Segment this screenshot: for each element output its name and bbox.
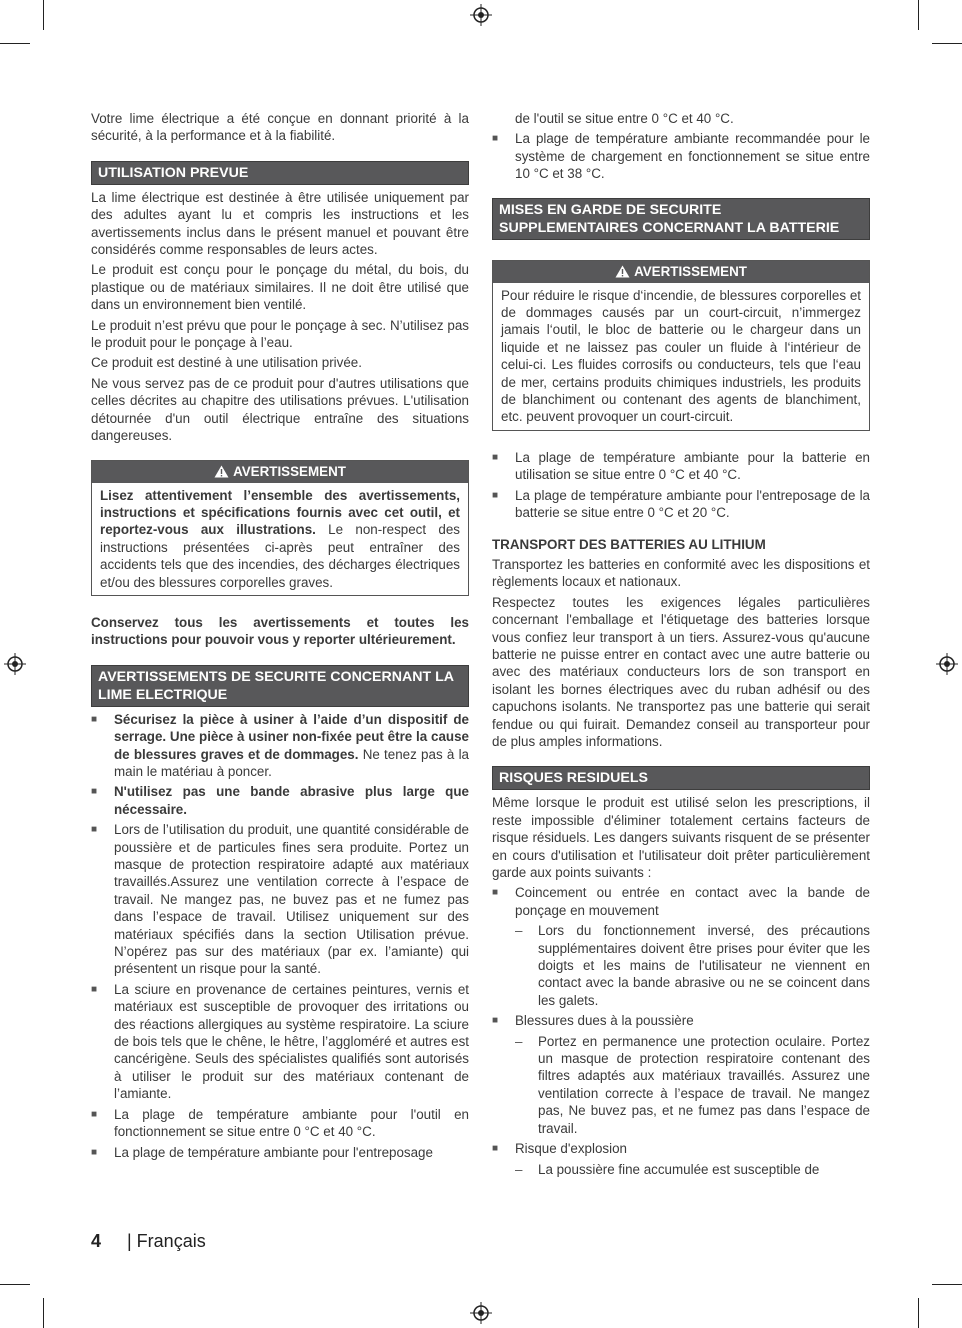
registration-mark-icon — [470, 4, 492, 26]
paragraph: Ce produit est destiné à une utilisation privée. — [91, 355, 362, 371]
warning-triangle-icon — [214, 465, 229, 478]
list-item-text: Blessures dues à la poussière — [515, 1013, 694, 1029]
square-bullet-icon: ■ — [91, 1146, 98, 1158]
crop-mark — [0, 1284, 30, 1285]
paragraph: La lime électrique est destinée à être utilisée uniquement par des adultes ayant lu et compris les instructions et les avertissements inclus dans le présent manuel et pouvant être considérés comme responsables de leurs actes. — [91, 189, 469, 258]
registration-mark-icon — [470, 1302, 492, 1324]
paragraph: Ne vous servez pas de ce produit pour d'autres utilisations que celles décrites au chapitre des utilisations prévues. L'utilisation détournée d'un outil électrique entraîne des situations dangereuses. — [91, 375, 469, 444]
list-item-text: La plage de température ambiante pour l'entreposage de la batterie se situe entre 0 °C et 20 °C. — [515, 487, 870, 521]
registration-mark-icon — [4, 653, 26, 675]
warning-body: Pour réduire le risque d‘incendie, de blessures corporelles et de dommages causés par un court-circuit, n’immergez jamais l‘outil, le bloc de batterie ou le chargeur dans un liquide et ne laissez pas couler un fluide à l‘intérieur de celui-ci. Les fluides corrosifs ou conducteurs, tels que l‘eau de mer, certains produits chimiques industriels, les produits de blanchiment ou contenant des agents de blanchiment, etc. peuvent provoquer un court-circuit. — [501, 287, 861, 425]
square-bullet-icon: ■ — [91, 786, 98, 798]
warning-title-text: AVERTISSEMENT — [233, 463, 346, 479]
page-number: 4 — [91, 1231, 102, 1251]
warning-box — [492, 260, 870, 431]
section-header-risks: RISQUES RESIDUELS — [492, 766, 870, 790]
square-bullet-icon: ■ — [492, 451, 499, 463]
square-bullet-icon: ■ — [492, 1015, 499, 1027]
crop-mark — [918, 0, 919, 30]
dash-bullet-icon: – — [515, 1033, 523, 1049]
sub-list — [515, 922, 870, 1009]
sub-list-item — [515, 922, 870, 1009]
list-item-text: Risque d'explosion — [515, 1141, 627, 1157]
warning-triangle-icon — [615, 265, 630, 278]
list-item — [91, 981, 469, 1103]
warning-text: Le non-respect des instructions présentées ci-après peut entraîner des accidents tels que des incendies, des décharges électriques et/ou des blessures corporelles graves. — [100, 522, 460, 590]
list-item — [492, 487, 870, 522]
list-item-text: La plage de température ambiante pour l'outil en fonctionnement se situe entre 0 °C et 40 °C. — [114, 1106, 469, 1140]
warning-title — [493, 261, 869, 283]
square-bullet-icon: ■ — [492, 133, 499, 145]
list-item-text: Ne tenez pas à la main le matériau à poncer. — [114, 746, 469, 779]
paragraph: Le produit est conçu pour le ponçage du métal, du bois, du plastique ou de matériaux similaires. Il ne doit être utilisé que dans un environnement bien ventilé. — [91, 262, 469, 313]
sub-list-text: Lors du fonctionnement inversé, des précautions supplémentaires doivent être prises pour éviter que les doigts et les mains de l'utilisateur ne viennent en contact avec la bande abrasive ou ne se coincent dans les galets. — [538, 923, 870, 1008]
section-header-battery: MISES EN GARDE DE SECURITE SUPPLEMENTAIRES CONCERNANT LA BATTERIE — [492, 198, 870, 240]
battery-list — [492, 449, 870, 522]
list-item-text: Coincement ou entrée en contact avec la bande de ponçage en mouvement — [515, 885, 870, 918]
list-item-text: La plage de température ambiante pour la batterie en utilisation se situe entre 0 °C et 40 °C. — [515, 449, 870, 483]
list-item-bold: N'utilisez pas une bande abrasive plus large que nécessaire. — [114, 784, 469, 817]
warning-bold-text: Lisez attentivement l’ensemble des avertissements, instructions et spécifications fournis avec cet outil, et reportez-vous aux illustrations. — [100, 487, 460, 538]
list-item — [492, 1012, 870, 1137]
list-item — [91, 1106, 469, 1141]
list-item — [91, 1144, 469, 1161]
warning-body — [92, 483, 468, 595]
dash-bullet-icon: – — [515, 923, 523, 939]
sub-list — [515, 1033, 870, 1137]
square-bullet-icon: ■ — [492, 887, 499, 899]
list-item — [492, 884, 870, 1009]
paragraph: Respectez toutes les exigences légales particulières concernant l'emballage et l'étiquetage des batteries lorsque vous confiez leur transport à un tiers. Assurez-vous qu'aucune batterie ne puisse entrer en contact avec une autre batterie ou avec des matériaux conducteurs lors de son transport en isolant les bornes électriques avec du ruban adhésif ou des capuchons isolants. Ne transportez pas une batterie qui serait fendue ou qui fuirait. Demandez conseil au transporteur pour de plus amples informations. — [492, 594, 870, 749]
warning-title-text: AVERTISSEMENT — [634, 263, 747, 279]
list-item — [91, 783, 469, 818]
page-footer — [91, 1230, 206, 1252]
list-item — [492, 1140, 870, 1178]
square-bullet-icon: ■ — [91, 983, 98, 995]
sub-list-item — [515, 1033, 870, 1137]
list-item — [91, 711, 469, 781]
right-column — [492, 110, 870, 1181]
transport-title: TRANSPORT DES BATTERIES AU LITHIUM — [492, 536, 766, 552]
sub-list — [515, 1161, 870, 1178]
crop-mark — [918, 1298, 919, 1328]
crop-mark — [0, 43, 30, 44]
crop-mark — [43, 0, 44, 30]
warning-title — [92, 461, 468, 483]
list-item-text: Lors de l’utilisation du produit, une quantité considérable de poussière et de particules fines sera produite. Portez un masque de protection respiratoire adapté aux matériaux travaillés.Assurez une ventilation correcte à l’espace de travail. Ne mangez pas, ne buvez pas et ne fumez pas dans l’espace de travail. Utilisez uniquement sur des matériaux spécifiés dans la section Utilisation prévue. N’opérez pas sur des matériaux (par ex. l’amiante) qui présentent un risque pour la santé. — [114, 822, 469, 977]
square-bullet-icon: ■ — [492, 489, 499, 501]
registration-mark-icon — [936, 653, 958, 675]
list-item-text: La plage de température ambiante pour l'entreposage — [114, 1144, 433, 1160]
list-item-bold: Sécurisez la pièce à usiner à l’aide d’un dispositif de serrage. Une pièce à usiner non-fixée peut être la cause de blessures graves et de dommages. — [114, 711, 469, 762]
paragraph: Transportez les batteries en conformité avec les dispositions et règlements locaux et nationaux. — [492, 556, 870, 590]
continued-text: de l'outil se situe entre 0 °C et 40 °C. — [515, 111, 734, 126]
risks-list — [492, 884, 870, 1178]
footer-language: | Français — [127, 1231, 206, 1251]
list-item — [492, 449, 870, 484]
dash-bullet-icon: – — [515, 1161, 523, 1177]
safety-list — [91, 711, 469, 1161]
square-bullet-icon: ■ — [492, 1143, 499, 1155]
sub-list-text: Portez en permanence une protection oculaire. Portez un masque de protection respiratoire contenant des filtres adaptés aux matériaux travaillés. Assurez une ventilation correcte à l’espace de travail. Ne mangez pas, Ne buvez pas, et ne fumez pas dans l’espace de travail. — [538, 1033, 870, 1136]
crop-mark — [932, 1284, 962, 1285]
sub-list-text: La poussière fine accumulée est susceptible de — [538, 1161, 820, 1177]
square-bullet-icon: ■ — [91, 713, 98, 725]
square-bullet-icon: ■ — [91, 824, 98, 836]
charge-list — [492, 130, 870, 182]
left-column — [91, 110, 469, 1164]
sub-list-item — [515, 1161, 870, 1178]
section-header-utilisation: UTILISATION PREVUE — [91, 161, 469, 185]
square-bullet-icon: ■ — [91, 1108, 98, 1120]
list-item — [492, 130, 870, 182]
list-item — [91, 821, 469, 978]
section-header-safety-lime: AVERTISSEMENTS DE SECURITE CONCERNANT LA LIME ELECTRIQUE — [91, 665, 469, 707]
crop-mark — [43, 1298, 44, 1328]
conserve-text: Conservez tous les avertissements et toutes les instructions pour pouvoir vous y reporter ultérieurement. — [91, 614, 469, 648]
paragraph: Le produit n’est prévu que pour le ponçage à sec. N’utilisez pas le produit pour le ponçage à l’eau. — [91, 317, 469, 351]
paragraph: Même lorsque le produit est utilisé selon les prescriptions, il reste impossible d'éliminer totalement certains facteurs de risque résiduels. Les dangers suivants risquent de se présenter en cours d'utilisation et l'utilisateur doit prêter particulièrement garde aux points suivants : — [492, 795, 870, 880]
list-item-text: La sciure en provenance de certaines peintures, vernis et matériaux est susceptible de provoquer des irritations ou des réactions allergiques au système respiratoire. La sciure de bois tels que le chêne, le hêtre, l’aggloméré et autres est cancérigène. Seuls des spécialistes qualifiés sont autorisés à utiliser le produit sur des matériaux contenant de l’amiante. — [114, 981, 469, 1102]
intro-text: Votre lime électrique a été conçue en donnant priorité à la sécurité, à la performance et à la fiabilité. — [91, 111, 469, 144]
crop-mark — [932, 43, 962, 44]
warning-box — [91, 460, 469, 596]
list-item-text: La plage de température ambiante recommandée pour le système de chargement en fonctionnement se situe entre 10 °C et 38 °C. — [515, 131, 870, 182]
